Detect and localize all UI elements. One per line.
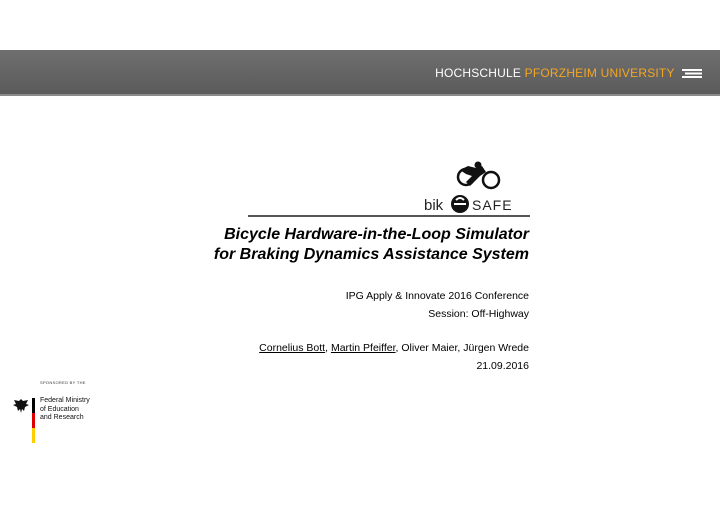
university-name-part1: HOCHSCHULE xyxy=(435,66,522,80)
ministry-name xyxy=(40,397,90,423)
logo-text-left: bik xyxy=(424,197,444,214)
title-divider xyxy=(248,215,530,217)
university-mark-icon xyxy=(682,69,702,78)
title-line-2: for Braking Dynamics Assistance System xyxy=(213,246,529,263)
university-name-part2: PFORZHEIM UNIVERSITY xyxy=(524,66,675,80)
author-list xyxy=(259,342,529,354)
author-name: Cornelius Bott xyxy=(259,342,326,354)
front-wheel-icon xyxy=(483,172,499,188)
presentation-title xyxy=(214,225,529,265)
ministry-line-3: and Research xyxy=(40,414,84,421)
author-separator: , xyxy=(325,342,331,354)
author-names-rest: , Oliver Maier, Jürgen Wrede xyxy=(395,342,529,354)
ministry-line-1: Federal Ministry xyxy=(40,397,90,404)
sponsor-label: SPONSORED BY THE xyxy=(40,380,86,385)
bikesafe-logo xyxy=(420,160,532,216)
conference-session: Session: Off-Highway xyxy=(428,308,529,320)
title-line-1: Bicycle Hardware-in-the-Loop Simulator xyxy=(224,226,529,243)
logo-text-right: SAFE xyxy=(472,197,513,213)
presentation-date: 21.09.2016 xyxy=(476,360,529,372)
header-bar xyxy=(0,50,720,96)
german-flag-stripe xyxy=(32,398,35,443)
author-name: Martin Pfeiffer xyxy=(330,342,396,354)
rider-icon xyxy=(460,166,486,186)
federal-eagle-icon xyxy=(12,398,30,414)
ministry-line-2: of Education xyxy=(40,405,79,413)
university-logo xyxy=(435,66,702,80)
conference-name: IPG Apply & Innovate 2016 Conference xyxy=(345,290,529,302)
